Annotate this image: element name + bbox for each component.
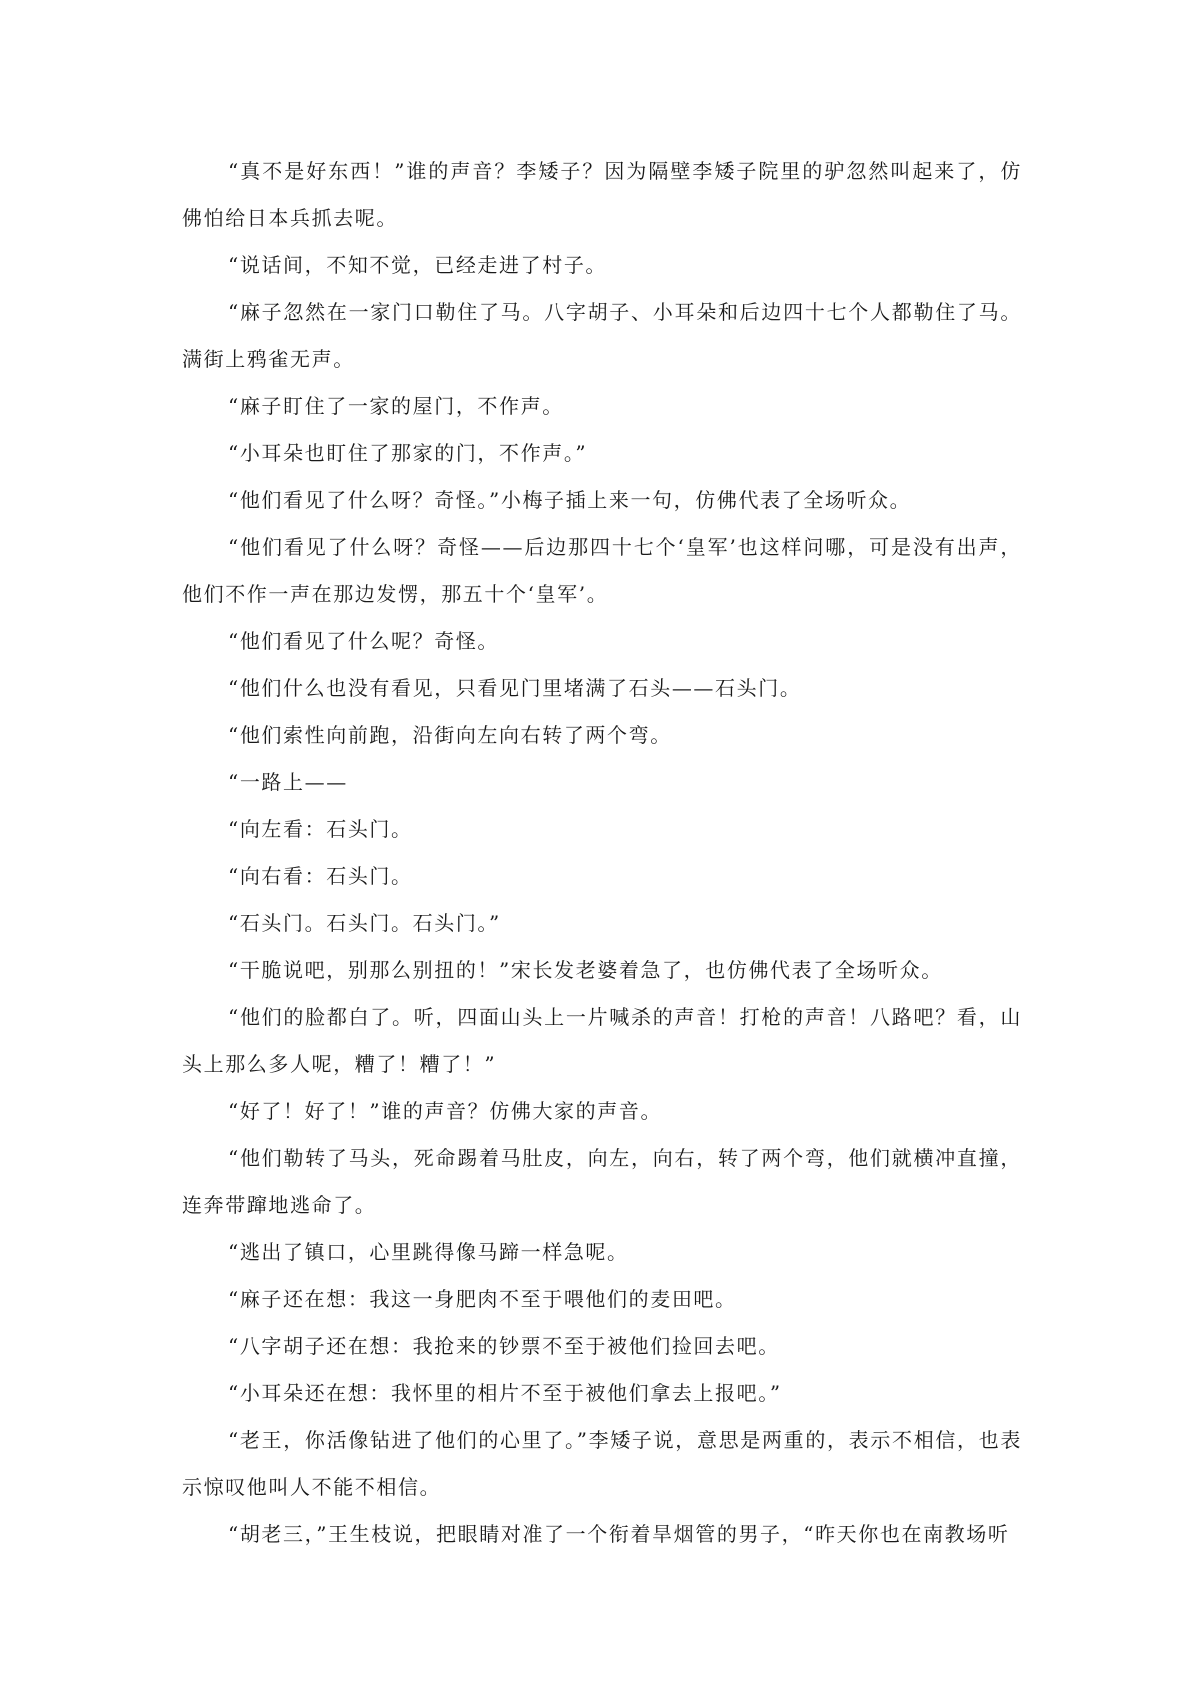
paragraph-14: “石头门。石头门。石头门。” [228,911,501,935]
paragraph-16: “他们的脸都白了。听，四面山头上一片喊杀的声音！打枪的声音！八路吧？看，山头上那么多人呢，糟了！糟了！” [182,1005,1022,1076]
paragraph-17: “好了！好了！”谁的声音？仿佛大家的声音。 [228,1099,663,1123]
paragraph-22: “小耳朵还在想：我怀里的相片不至于被他们拿去上报吧。” [228,1381,782,1405]
paragraph-7: “他们看见了什么呀？奇怪——后边那四十七个‘皇军’也这样问哪，可是没有出声，他们不作一声在那边发愣，那五十个‘皇军’。 [182,535,1022,606]
paragraph-15: “干脆说吧，别那么别扭的！”宋长发老婆着急了，也仿佛代表了全场听众。 [228,958,943,982]
paragraph-1: “真不是好东西！”谁的声音？李矮子？因为隔壁李矮子院里的驴忽然叫起来了，仿佛怕给日本兵抓去呢。 [182,159,1022,230]
paragraph-11: “一路上—— [228,770,348,794]
paragraph-5: “小耳朵也盯住了那家的门，不作声。” [228,441,588,465]
paragraph-3: “麻子忽然在一家门口勒住了马。八字胡子、小耳朵和后边四十七个人都勒住了马。满街上鸦雀无声。 [182,300,1022,371]
paragraph-20: “麻子还在想：我这一身肥肉不至于喂他们的麦田吧。 [228,1287,737,1311]
paragraph-2: “说话间，不知不觉，已经走进了村子。 [228,253,608,277]
paragraph-19: “逃出了镇口，心里跳得像马蹄一样急呢。 [228,1240,629,1264]
paragraph-24: “胡老三，”王生枝说，把眼睛对准了一个衔着旱烟管的男子，“昨天你也在南教场听 [228,1522,1010,1546]
body-text [182,148,1022,1558]
paragraph-21: “八字胡子还在想：我抢来的钞票不至于被他们捡回去吧。 [228,1334,780,1358]
paragraph-4: “麻子盯住了一家的屋门，不作声。 [228,394,564,418]
paragraph-12: “向左看：石头门。 [228,817,413,841]
paragraph-18: “他们勒转了马头，死命踢着马肚皮，向左，向右，转了两个弯，他们就横冲直撞，连奔带蹿地逃命了。 [182,1146,1022,1217]
paragraph-8: “他们看见了什么呢？奇怪。 [228,629,500,653]
paragraph-23: “老王，你活像钻进了他们的心里了。”李矮子说，意思是两重的，表示不相信，也表示惊叹他叫人不能不相信。 [182,1428,1022,1499]
paragraph-10: “他们索性向前跑，沿街向左向右转了两个弯。 [228,723,672,747]
paragraph-13: “向右看：石头门。 [228,864,413,888]
paragraph-9: “他们什么也没有看见，只看见门里堵满了石头——石头门。 [228,676,802,700]
paragraph-6: “他们看见了什么呀？奇怪。”小梅子插上来一句，仿佛代表了全场听众。 [228,488,912,512]
